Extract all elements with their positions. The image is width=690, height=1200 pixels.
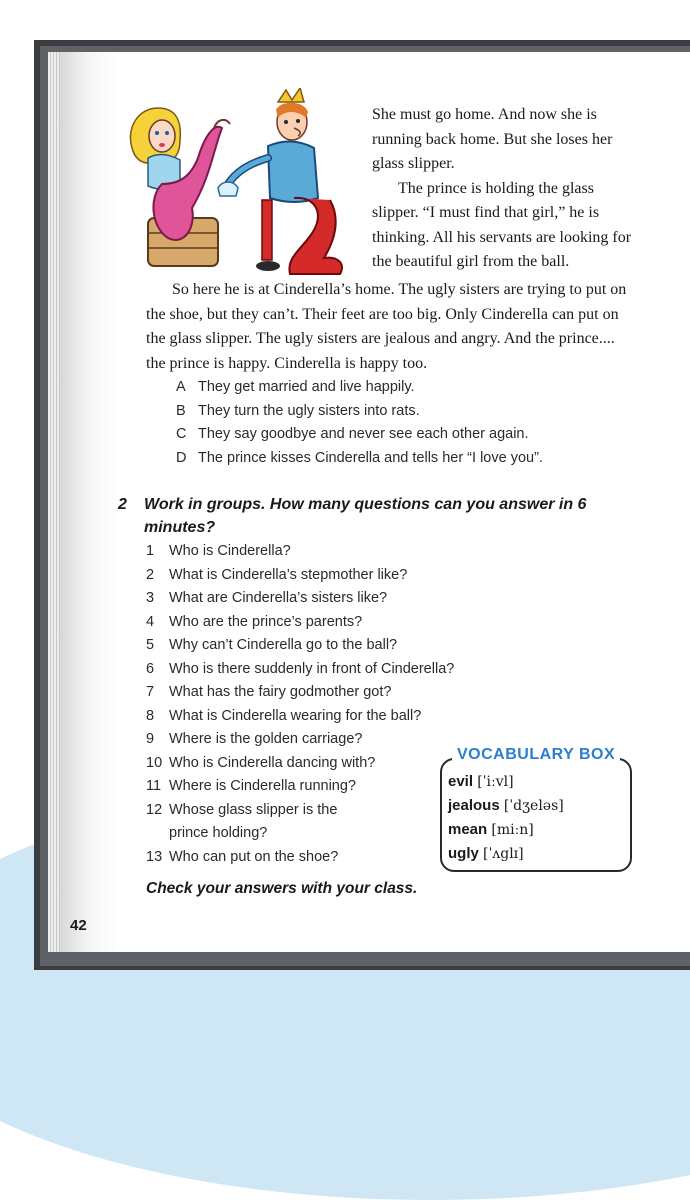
vocabulary-title: VOCABULARY BOX (452, 746, 620, 764)
answer-options (176, 376, 646, 470)
question-number: 13 (146, 848, 163, 865)
cinderella-prince-illustration (118, 88, 358, 288)
vocab-word: evil (448, 773, 474, 790)
question-item (146, 681, 446, 705)
exercise-number: 2 (118, 496, 127, 513)
question-item (146, 634, 446, 658)
question-text: Who is Cinderella dancing with? (169, 754, 376, 771)
question-text: Who is Cinderella? (169, 543, 291, 559)
question-text: Whose glass slipper is the prince holding? (169, 801, 338, 841)
exercise-instruction: Work in groups. How many questions can you answer in 6 minutes? (144, 496, 587, 536)
option-text: The prince kisses Cinderella and tells her “I love you”. (198, 449, 543, 466)
question-item (146, 611, 446, 635)
story-text-1: She must go home. And now she is running back home. But she loses her glass slipper. (372, 106, 613, 172)
question-number: 8 (146, 707, 155, 724)
question-number: 12 (146, 801, 163, 818)
vocabulary-list (448, 770, 564, 866)
question-item (146, 705, 446, 729)
question-number: 5 (146, 637, 155, 653)
question-number: 6 (146, 660, 155, 677)
question-number: 7 (146, 684, 155, 700)
question-number: 11 (146, 778, 162, 794)
prince-figure (228, 88, 342, 274)
question-text: What has the fairy godmother got? (169, 684, 392, 700)
option-text: They say goodbye and never see each other again. (198, 426, 529, 442)
vocab-transcription: [miːn] (491, 822, 534, 838)
vocab-transcription: [ˈiːvl] (477, 774, 514, 790)
question-text: What is Cinderella’s stepmother like? (169, 566, 408, 583)
question-item (146, 846, 446, 870)
question-item (146, 752, 446, 776)
option-item (176, 447, 646, 471)
question-text: Who is there suddenly in front of Cinderella? (169, 660, 455, 677)
question-text: What are Cinderella’s sisters like? (169, 590, 388, 606)
question-item (146, 658, 455, 682)
story-paragraph-1 (372, 103, 634, 275)
option-letter: C (176, 426, 187, 442)
question-item (146, 799, 446, 846)
vocab-word: jealous (448, 797, 500, 814)
option-text: They get married and live happily. (198, 379, 415, 395)
vocabulary-entry (448, 794, 564, 818)
question-text: What is Cinderella wearing for the ball? (169, 707, 422, 724)
question-list (146, 540, 455, 869)
option-letter: A (176, 379, 186, 395)
option-item (176, 376, 646, 400)
question-text: Who are the prince’s parents? (169, 613, 363, 630)
question-item (146, 587, 446, 611)
question-text: Who can put on the shoe? (169, 848, 339, 865)
vocabulary-entry (448, 842, 564, 866)
question-item (146, 564, 446, 588)
option-item (176, 423, 646, 447)
vocabulary-box (440, 744, 630, 870)
question-number: 2 (146, 566, 155, 583)
vocab-word: ugly (448, 845, 479, 862)
question-number: 3 (146, 590, 155, 606)
option-letter: B (176, 402, 186, 419)
question-text: Where is Cinderella running? (169, 778, 356, 794)
story-text-2: The prince is holding the glass slipper. “I must find that girl,” he is thinking. All his servants are looking for the beautiful girl from the ball. (372, 179, 632, 270)
question-text: Why can’t Cinderella go to the ball? (169, 637, 398, 653)
vocabulary-entry (448, 818, 564, 842)
check-answers-instruction: Check your answers with your class. (146, 880, 418, 897)
option-text: They turn the ugly sisters into rats. (198, 402, 420, 419)
exercise-2-heading (118, 493, 618, 539)
question-item (146, 775, 446, 799)
question-text: Where is the golden carriage? (169, 731, 363, 747)
question-number: 10 (146, 754, 163, 771)
question-item (146, 728, 446, 752)
question-item (146, 540, 446, 564)
page-number: 42 (70, 917, 87, 934)
option-letter: D (176, 449, 187, 466)
vocab-transcription: [ˈdʒeləs] (503, 798, 564, 814)
question-number: 9 (146, 731, 155, 747)
question-number: 4 (146, 613, 155, 630)
option-item (176, 400, 646, 424)
story-paragraph-3: So here he is at Cinderella’s home. The ugly sisters are trying to put on the shoe, but they can’t. Their feet are too big. Only Cinderella can put on the glass slipper. The ugly sisters are jealous and angry. And the prince.... the prince is happy. Cinderella is happy too. (146, 281, 627, 372)
question-number: 1 (146, 543, 155, 559)
vocabulary-entry (448, 770, 564, 794)
vocab-word: mean (448, 821, 488, 838)
vocab-transcription: [ˈʌglɪ] (483, 846, 524, 862)
glass-slipper (218, 182, 238, 196)
